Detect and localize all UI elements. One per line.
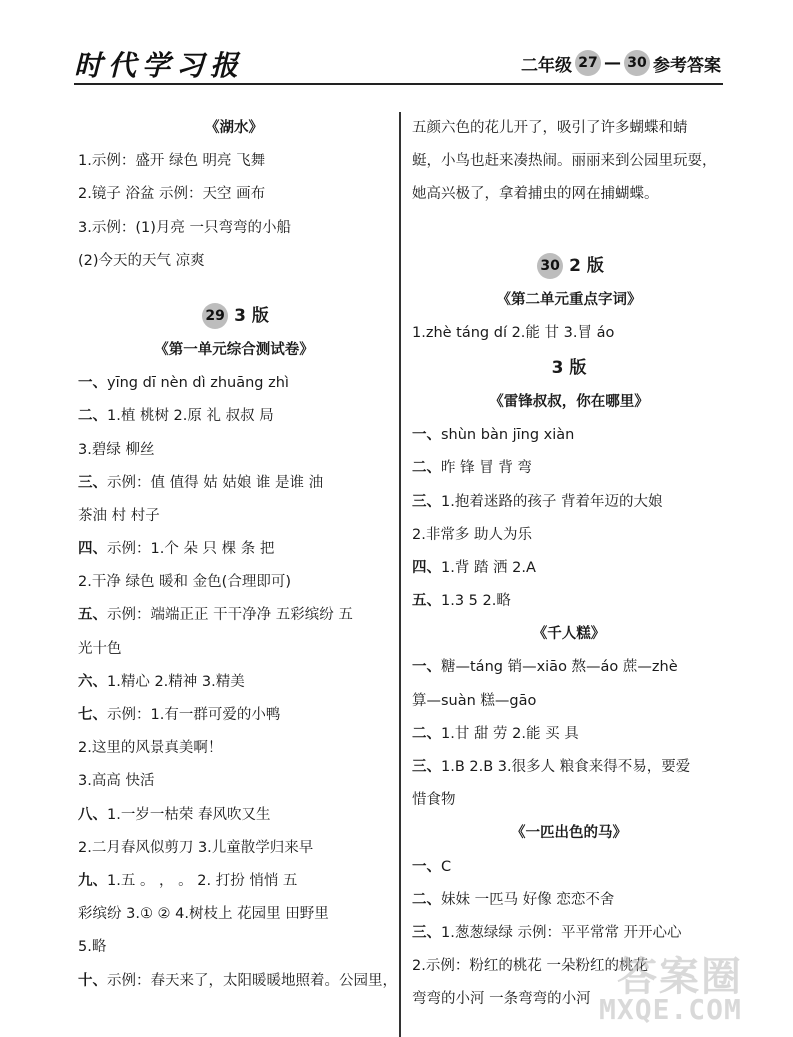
answer-line: 二、1.甘 甜 劳 2.能 买 具 bbox=[412, 725, 579, 742]
answer-line: 一、糖—táng 销—xiāo 熬—áo 蔗—zhè bbox=[412, 659, 678, 676]
answer-line: 1.zhè táng dí 2.能 甘 3.冒 áo bbox=[412, 324, 615, 341]
answer-line: 九、1.五 。 ， 。 2. 打扮 悄悄 五 bbox=[78, 872, 298, 889]
answer-line: 光十色 bbox=[78, 640, 122, 657]
answer-line: 四、示例：1.个 朵 只 棵 条 把 bbox=[78, 541, 275, 558]
version-label: 3 版 bbox=[234, 305, 269, 326]
answer-line: 一、yīng dī nèn dì zhuāng zhì bbox=[78, 375, 289, 392]
answer-line: 五、示例：端端正正 干干净净 五彩缤纷 五 bbox=[78, 607, 353, 624]
test-section-title: 《第一单元综合测试卷》 bbox=[154, 341, 314, 358]
answer-line: 三、1.葱葱绿绿 示例：平平常常 开开心心 bbox=[412, 924, 682, 941]
answer-line: 3.碧绿 柳丝 bbox=[78, 441, 155, 458]
version-label: 3 版 bbox=[551, 357, 587, 378]
answer-line: 一、shùn bàn jīng xiàn bbox=[412, 427, 575, 444]
header-rule bbox=[74, 83, 723, 85]
answer-line: 惜食物 bbox=[412, 792, 456, 809]
watermark-url: MXQE.COM bbox=[599, 993, 742, 1026]
leifeng-section-title: 《雷锋叔叔，你在哪里》 bbox=[489, 393, 649, 410]
lake-line: (2)今天的天气 凉爽 bbox=[78, 252, 205, 269]
answer-line: 弯弯的小河 一条弯弯的小河 bbox=[412, 991, 591, 1008]
issue-start-badge: 27 bbox=[575, 50, 601, 76]
issue-end-badge: 30 bbox=[624, 50, 650, 76]
lake-line: 1.示例：盛开 绿色 明亮 飞舞 bbox=[78, 153, 266, 170]
cake-section-title: 《千人糕》 bbox=[532, 626, 606, 643]
site-watermark bbox=[589, 945, 779, 1035]
answer-line: 七、示例：1.有一群可爱的小鸭 bbox=[78, 707, 281, 723]
answer-line: 2.二月春风似剪刀 3.儿童散学归来早 bbox=[78, 839, 314, 856]
lake-line: 2.镜子 浴盆 示例：天空 画布 bbox=[78, 186, 266, 203]
answer-line: 三、1.抱着迷路的孩子 背着年迈的大娘 bbox=[412, 493, 663, 510]
answer-line: 2.示例：粉红的桃花 一朵粉红的桃花 bbox=[412, 958, 648, 975]
watermark-title: 答案圈 bbox=[617, 954, 743, 1000]
horse-section-title: 《一匹出色的马》 bbox=[511, 825, 627, 842]
version-label: 2 版 bbox=[569, 255, 604, 276]
answer-line: 五、1.3 5 2.略 bbox=[412, 593, 511, 610]
answer-line: 六、1.精心 2.精神 3.精美 bbox=[78, 673, 245, 690]
left-column bbox=[78, 112, 397, 998]
answer-line: 茶油 村 村子 bbox=[78, 507, 160, 524]
newspaper-logo: 时代学习报 bbox=[74, 49, 245, 82]
answer-label: 参考答案 bbox=[653, 55, 721, 76]
version-heading-3 bbox=[412, 350, 726, 386]
lake-line: 3.示例：(1)月亮 一只弯弯的小船 bbox=[78, 219, 291, 236]
answer-line: 一、C bbox=[412, 858, 452, 875]
issue-30-badge: 30 bbox=[537, 253, 563, 279]
answer-line: 2.非常多 助人为乐 bbox=[412, 526, 532, 543]
continued-line: 蜓，小鸟也赶来凑热闹。丽丽来到公园里玩耍， bbox=[412, 153, 717, 170]
continued-line: 五颜六色的花儿开了，吸引了许多蝴蝶和蜻 bbox=[412, 120, 688, 136]
issue-29-badge: 29 bbox=[202, 303, 228, 329]
answer-line: 3.高高 快活 bbox=[78, 773, 155, 790]
answer-line: 三、示例：值 值得 姑 姑娘 谁 是谁 油 bbox=[78, 474, 324, 491]
header-issue-info bbox=[521, 50, 721, 76]
answer-line: 算—suàn 糕—gāo bbox=[412, 692, 537, 709]
answer-line: 四、1.背 踏 洒 2.A bbox=[412, 559, 536, 576]
lake-section-title: 《湖水》 bbox=[205, 120, 263, 136]
column-divider bbox=[399, 112, 401, 1037]
continued-line: 她高兴极了，拿着捕虫的网在捕蝴蝶。 bbox=[412, 186, 659, 203]
answer-line: 三、1.B 2.B 3.很多人 粮食来得不易，要爱 bbox=[412, 759, 691, 775]
answer-line: 彩缤纷 3.① ② 4.树枝上 花园里 田野里 bbox=[78, 906, 329, 923]
answer-line: 二、1.植 桃树 2.原 礼 叔叔 局 bbox=[78, 408, 274, 425]
answer-line: 十、示例：春天来了，太阳暖暖地照着。公园里， bbox=[78, 972, 397, 989]
answer-line: 2.这里的风景真美啊！ bbox=[78, 740, 223, 757]
unit2-section-title: 《第二单元重点字词》 bbox=[496, 291, 642, 308]
version-heading-30 bbox=[412, 248, 726, 284]
answer-line: 二、昨 锋 冒 背 弯 bbox=[412, 460, 532, 477]
page-header bbox=[0, 0, 793, 90]
grade-label: 二年级 bbox=[521, 55, 572, 76]
answer-line: 2.干净 绿色 暖和 金色(合理即可) bbox=[78, 574, 291, 591]
answer-line: 八、1.一岁一枯荣 春风吹又生 bbox=[78, 806, 271, 823]
answer-line: 二、妹妹 一匹马 好像 恋恋不舍 bbox=[412, 891, 615, 908]
answer-line: 5.略 bbox=[78, 939, 107, 956]
issue-dash: — bbox=[604, 53, 621, 73]
right-column bbox=[412, 112, 726, 1017]
version-heading-29 bbox=[78, 298, 390, 334]
